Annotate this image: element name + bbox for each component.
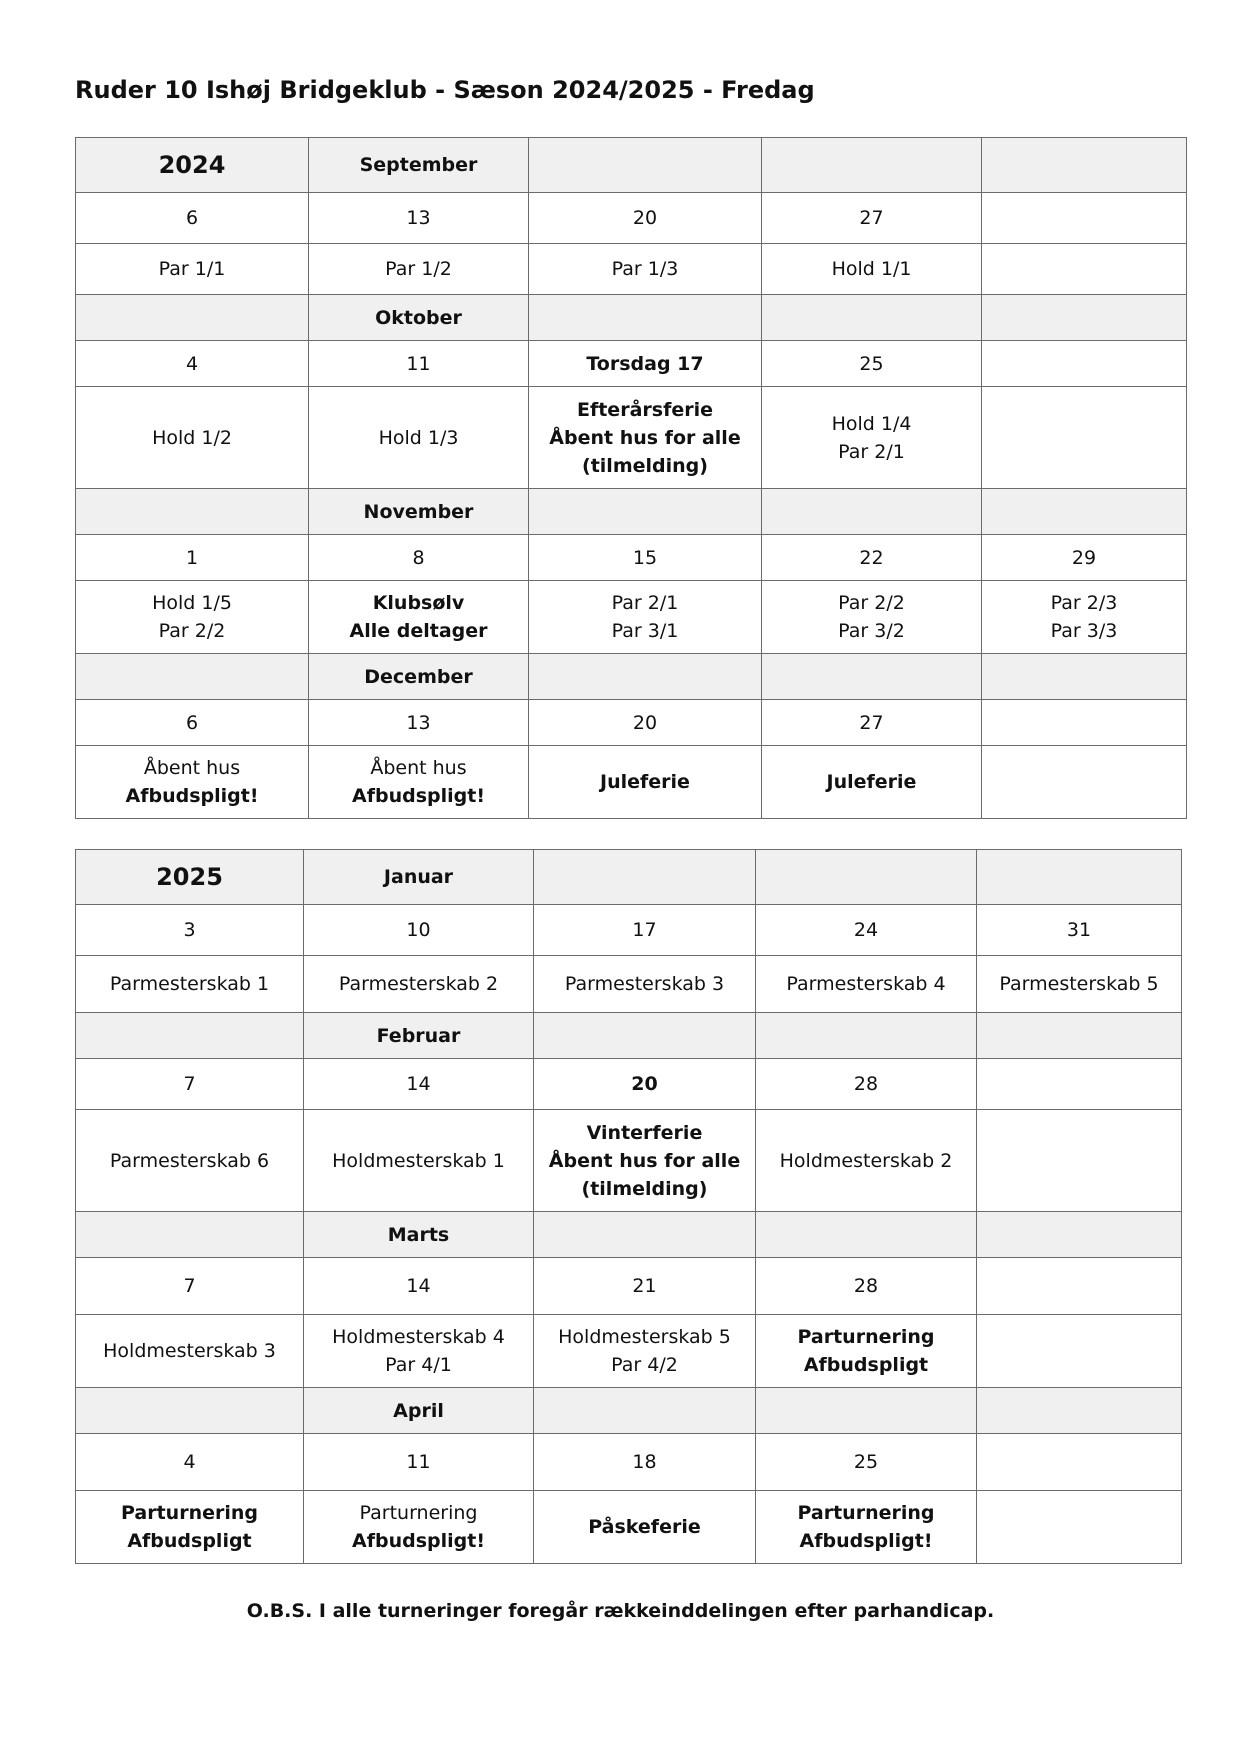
days-row [76,1258,1182,1315]
month-name: Marts [304,1212,534,1258]
day-cell: 8 [309,535,529,581]
day-cell: 1 [76,535,309,581]
day-cell: 25 [762,341,982,387]
calendar-2025 [75,849,1182,1564]
event-cell [304,1491,534,1564]
day-cell: 27 [762,700,982,746]
month-name: September [309,138,529,193]
event-cell [529,581,762,654]
event-line: Juleferie [600,771,690,793]
days-row [76,1059,1182,1110]
event-cell [529,746,762,819]
event-line: Par 2/2 [158,620,226,642]
event-line: (tilmelding) [582,454,708,477]
header-cell [76,1013,304,1059]
event-line: Par 2/2 [838,592,905,614]
day-cell: Torsdag 17 [529,341,762,387]
event-cell [756,956,977,1013]
event-line: Afbudspligt! [352,785,485,807]
event-line: Holdmesterskab 5 [558,1326,731,1348]
event-cell [76,746,309,819]
month-name: Oktober [309,295,529,341]
day-cell: 11 [309,341,529,387]
event-line: Parmesterskab 4 [786,973,946,995]
event-cell [756,1315,977,1388]
event-line: Åbent hus [143,757,241,779]
event-cell [534,1491,756,1564]
event-line: Påskeferie [588,1516,701,1538]
header-cell [529,138,762,193]
event-cell [309,244,529,295]
event-line: Par 1/2 [385,258,452,280]
month-header-row [76,654,1187,700]
header-cell [756,850,977,905]
events-row [76,956,1182,1013]
day-cell: 15 [529,535,762,581]
event-line: Afbudspligt [803,1354,929,1376]
day-cell: 24 [756,905,977,956]
header-cell [534,1388,756,1434]
event-line: Parturnering [359,1502,478,1524]
event-line: Hold 1/1 [831,258,912,280]
header-cell [977,850,1182,905]
header-cell [982,489,1187,535]
day-cell: 6 [76,700,309,746]
header-cell [762,654,982,700]
year-label: 2024 [76,138,309,193]
day-cell: 11 [304,1434,534,1491]
days-row [76,905,1182,956]
event-cell [534,1315,756,1388]
event-cell [309,746,529,819]
event-cell [76,387,309,489]
header-cell [529,489,762,535]
day-cell: 7 [76,1258,304,1315]
event-line: Holdmesterskab 2 [779,1149,953,1172]
header-cell [756,1013,977,1059]
event-cell [534,956,756,1013]
header-cell [982,138,1187,193]
header-cell [76,654,309,700]
day-cell: 7 [76,1059,304,1110]
day-cell: 17 [534,905,756,956]
event-line: Åbent hus for alle [548,1149,741,1172]
day-cell: 18 [534,1434,756,1491]
header-cell [529,654,762,700]
event-cell [304,956,534,1013]
events-row [76,1315,1182,1388]
event-cell [762,746,982,819]
event-cell [529,387,762,489]
day-cell [982,341,1187,387]
event-cell [762,387,982,489]
event-cell [982,244,1187,295]
event-cell [304,1315,534,1388]
header-cell [982,654,1187,700]
event-cell [534,1110,756,1212]
day-cell: 22 [762,535,982,581]
event-cell [982,746,1187,819]
event-cell [756,1110,977,1212]
event-line: Par 3/3 [1050,620,1118,642]
header-cell [76,489,309,535]
event-line: Parmesterskab 5 [999,973,1159,995]
event-line: Afbudspligt! [799,1530,933,1552]
days-row [76,341,1187,387]
event-line: Åbent hus for alle [549,426,741,449]
day-cell: 20 [534,1059,756,1110]
days-row [76,193,1187,244]
day-cell: 13 [309,700,529,746]
event-line: (tilmelding) [581,1177,708,1200]
header-cell [756,1212,977,1258]
event-line: Parmesterskab 1 [109,973,270,995]
event-line: Par 3/1 [611,620,679,642]
event-cell [76,1315,304,1388]
header-cell [977,1212,1182,1258]
event-line: Åbent hus [370,757,467,779]
event-line: Par 2/3 [1050,592,1118,614]
days-row [76,1434,1182,1491]
event-cell [977,1315,1182,1388]
event-line: Afbudspligt! [125,785,259,807]
header-cell [534,1212,756,1258]
days-row [76,535,1187,581]
header-cell [529,295,762,341]
event-cell [529,244,762,295]
header-cell [977,1388,1182,1434]
month-name: Januar [304,850,534,905]
day-cell [982,700,1187,746]
event-line: Holdmesterskab 4 [332,1326,505,1348]
calendar-2024 [75,137,1187,819]
event-line: Par 4/1 [385,1354,452,1376]
header-cell [762,138,982,193]
event-line: Par 3/2 [838,620,905,642]
event-line: Parturnering [120,1502,258,1524]
event-line: Parmesterskab 6 [109,1149,270,1172]
event-line: Afbudspligt! [352,1530,485,1552]
event-line: Parturnering [797,1326,935,1348]
month-name: December [309,654,529,700]
event-line: Juleferie [826,771,917,793]
header-cell [76,295,309,341]
event-cell [982,581,1187,654]
event-cell [982,387,1187,489]
day-cell: 14 [304,1258,534,1315]
day-cell: 28 [756,1059,977,1110]
days-row [76,700,1187,746]
event-line: Afbudspligt [127,1530,252,1552]
event-cell [76,244,309,295]
event-line: Parturnering [797,1502,935,1524]
events-row [76,581,1187,654]
month-header-row [76,489,1187,535]
events-row [76,1491,1182,1564]
event-line: Parmesterskab 2 [338,973,499,995]
day-cell: 28 [756,1258,977,1315]
month-header-row [76,295,1187,341]
header-cell [76,1212,304,1258]
event-line: Hold 1/3 [378,426,459,449]
events-row [76,746,1187,819]
month-name: Februar [304,1013,534,1059]
event-cell [756,1491,977,1564]
events-row [76,387,1187,489]
day-cell: 31 [977,905,1182,956]
event-line: Par 2/1 [838,440,905,463]
day-cell [977,1434,1182,1491]
day-cell: 27 [762,193,982,244]
day-cell [982,193,1187,244]
event-cell [76,581,309,654]
event-line: Par 4/2 [611,1354,678,1376]
day-cell: 25 [756,1434,977,1491]
page-title: Ruder 10 Ishøj Bridgeklub - Sæson 2024/2025 - Fredag [75,76,815,104]
event-cell [977,956,1182,1013]
event-line: Efterårsferie [576,398,713,421]
event-cell [762,581,982,654]
event-cell [762,244,982,295]
event-line: Holdmesterskab 3 [103,1340,276,1362]
month-header-row [76,1013,1182,1059]
day-cell: 14 [304,1059,534,1110]
month-name: November [309,489,529,535]
day-cell: 4 [76,341,309,387]
day-cell: 20 [529,700,762,746]
event-cell [977,1110,1182,1212]
month-header-row [76,850,1182,905]
month-name: April [304,1388,534,1434]
event-cell [304,1110,534,1212]
event-cell [977,1491,1182,1564]
year-label: 2025 [76,850,304,905]
month-header-row [76,1388,1182,1434]
day-cell: 10 [304,905,534,956]
day-cell: 4 [76,1434,304,1491]
day-cell: 13 [309,193,529,244]
event-line: Holdmesterskab 1 [332,1149,505,1172]
header-cell [982,295,1187,341]
day-cell: 29 [982,535,1187,581]
header-cell [534,850,756,905]
event-line: Par 1/3 [611,258,679,280]
event-line: Hold 1/4 [831,412,912,435]
footnote: O.B.S. I alle turneringer foregår rækkeinddelingen efter parhandicap. [246,1600,995,1622]
events-row [76,244,1187,295]
event-cell [309,581,529,654]
month-header-row [76,1212,1182,1258]
event-line: Par 2/1 [611,592,679,614]
header-cell [76,1388,304,1434]
header-cell [762,489,982,535]
header-cell [756,1388,977,1434]
header-cell [534,1013,756,1059]
day-cell [977,1059,1182,1110]
header-cell [762,295,982,341]
event-cell [76,1110,304,1212]
month-header-row [76,138,1187,193]
day-cell: 20 [529,193,762,244]
event-line: Par 1/1 [158,258,226,280]
day-cell [977,1258,1182,1315]
event-line: Parmesterskab 3 [564,973,725,995]
day-cell: 3 [76,905,304,956]
event-cell [76,956,304,1013]
event-line: Vinterferie [586,1121,703,1144]
event-line: Alle deltager [349,620,488,642]
event-line: Klubsølv [372,592,465,614]
event-cell [309,387,529,489]
event-line: Hold 1/2 [152,426,232,449]
day-cell: 6 [76,193,309,244]
event-line: Hold 1/5 [152,592,232,614]
day-cell: 21 [534,1258,756,1315]
event-cell [76,1491,304,1564]
events-row [76,1110,1182,1212]
header-cell [977,1013,1182,1059]
